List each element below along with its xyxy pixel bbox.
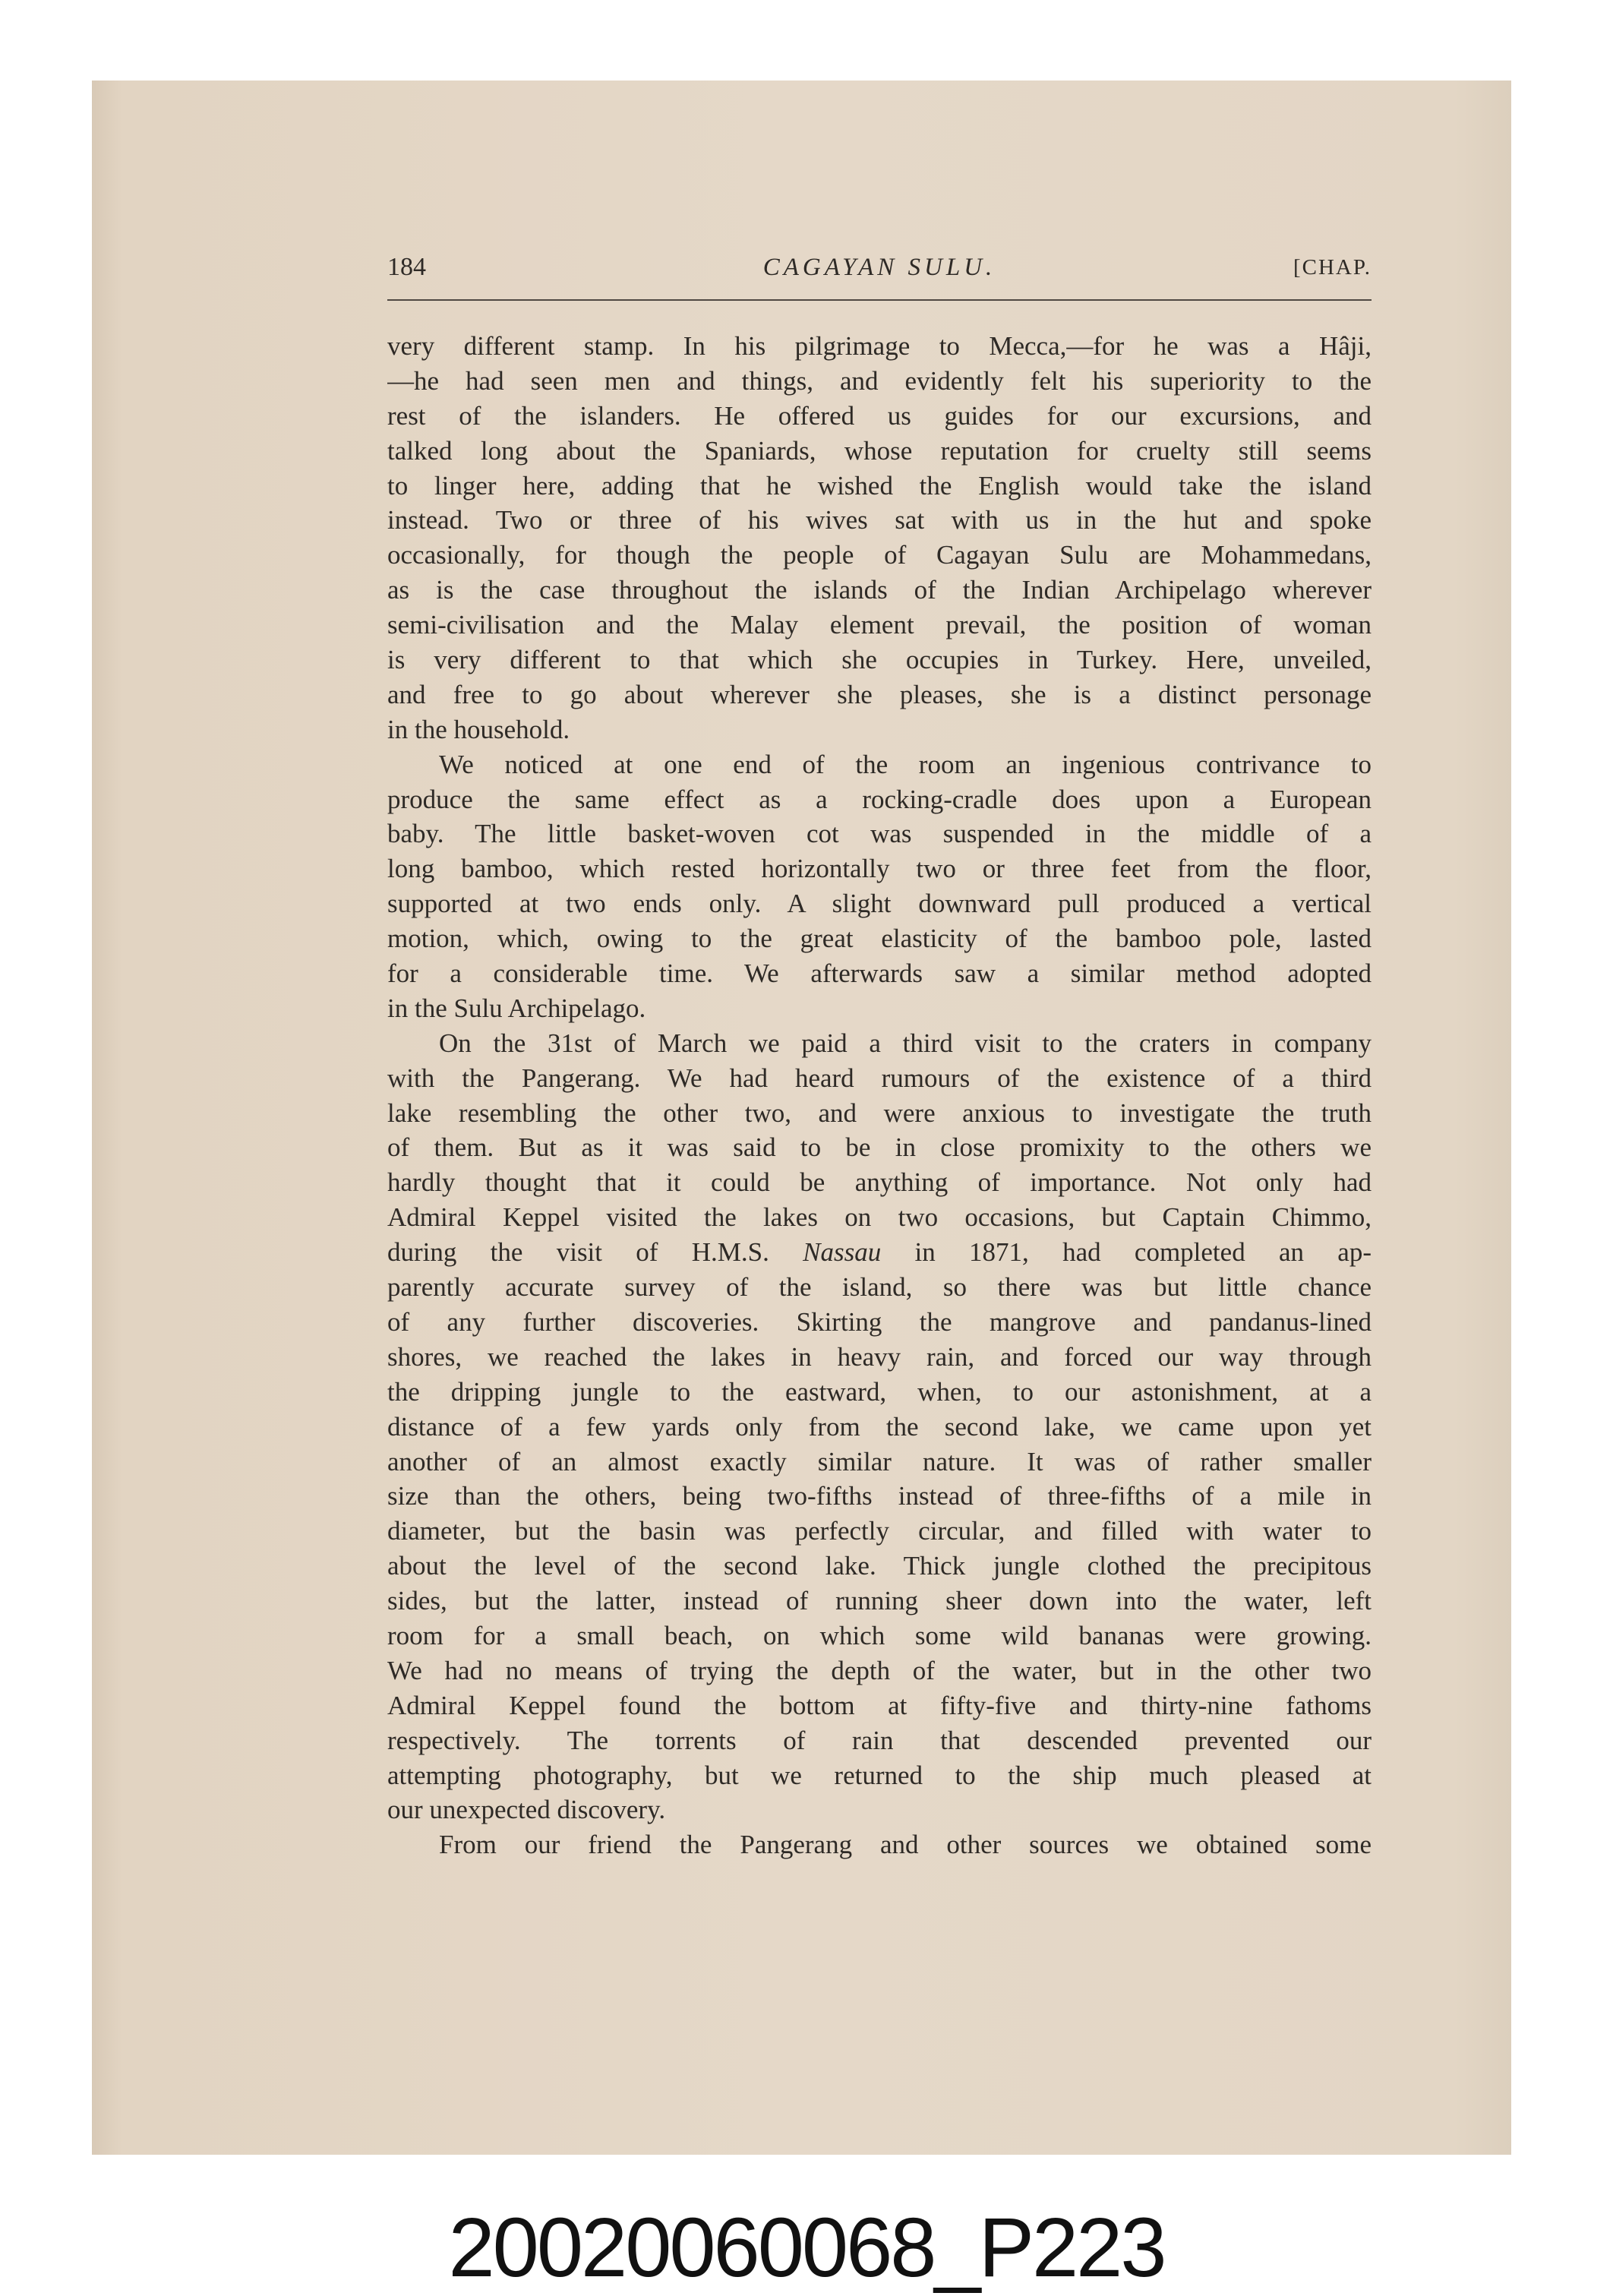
text-line: respectively. The torrents of rain that descended prevented our [387, 1725, 1372, 1755]
paragraph [387, 747, 1372, 1026]
text-line: parently accurate survey of the island, so there was but little chance [387, 1272, 1372, 1303]
text-line: We noticed at one end of the room an ingenious contrivance to [439, 749, 1372, 779]
text-line: distance of a few yards only from the second lake, we came upon yet [387, 1411, 1372, 1442]
text-line: semi-civilisation and the Malay element prevail, the position of woman [387, 610, 1372, 640]
text-line: our unexpected discovery. [387, 1795, 666, 1825]
text-line: as is the case throughout the islands of the Indian Archipelago wherever [387, 575, 1372, 605]
header-rule [387, 299, 1372, 301]
text-line: sides, but the latter, instead of running sheer down into the water, left [387, 1586, 1372, 1616]
text-line: attempting photography, but we returned to the ship much pleased at [387, 1760, 1372, 1790]
text-line: instead. Two or three of his wives sat with us in the hut and spoke [387, 505, 1372, 535]
ship-name: Nassau [803, 1237, 882, 1268]
text-line: rest of the islanders. He offered us guides for our excursions, and [387, 400, 1372, 431]
text-line: motion, which, owing to the great elasticity of the bamboo pole, lasted [387, 924, 1372, 954]
text-line: with the Pangerang. We had heard rumours of the existence of a third [387, 1063, 1372, 1093]
text-line: to linger here, adding that he wished the English would take the island [387, 470, 1372, 501]
text-line: We had no means of trying the depth of the water, but in the other two [387, 1655, 1372, 1685]
text-line [387, 1235, 1372, 1270]
text-line: long bamboo, which rested horizontally two or three feet from the floor, [387, 854, 1372, 884]
text-line: the dripping jungle to the eastward, when, to our astonishment, at a [387, 1376, 1372, 1407]
text-line: supported at two ends only. A slight downward pull produced a vertical [387, 889, 1372, 919]
text-line: another of an almost exactly similar nature. It was of rather smaller [387, 1446, 1372, 1476]
text-line: of them. But as it was said to be in close promixity to the others we [387, 1132, 1372, 1163]
text-line: and free to go about wherever she pleases, she is a distinct personage [387, 679, 1372, 709]
text-line: for a considerable time. We afterwards saw a similar method adopted [387, 959, 1372, 989]
paragraph [387, 329, 1372, 747]
text-line: Admiral Keppel found the bottom at fifty-five and thirty-nine fathoms [387, 1690, 1372, 1720]
text-line: From our friend the Pangerang and other sources we obtained some [439, 1830, 1372, 1860]
text-line: hardly thought that it could be anything of importance. Not only had [387, 1167, 1372, 1198]
page-number: 184 [387, 253, 426, 281]
text-line: in the Sulu Archipelago. [387, 993, 646, 1023]
text-line: lake resembling the other two, and were anxious to investigate the truth [387, 1097, 1372, 1128]
image-identifier: 20020060068_P223 [448, 2201, 1165, 2294]
paragraph [387, 1827, 1372, 1862]
text-segment: in 1871, had completed an ap- [881, 1237, 1372, 1268]
text-line: On the 31st of March we paid a third visit to the craters in company [439, 1028, 1372, 1058]
text-line: is very different to that which she occupies in Turkey. Here, unveiled, [387, 645, 1372, 675]
text-line: about the level of the second lake. Thick jungle clothed the precipitous [387, 1551, 1372, 1581]
chapter-marker: [CHAP. [1293, 255, 1372, 279]
paragraph [387, 1026, 1372, 1827]
text-line: shores, we reached the lakes in heavy rain, and forced our way through [387, 1341, 1372, 1372]
text-segment: during the visit of H.M.S. [387, 1237, 803, 1268]
text-line: of any further discoveries. Skirting the mangrove and pandanus-lined [387, 1306, 1372, 1337]
text-line: Admiral Keppel visited the lakes on two occasions, but Captain Chimmo, [387, 1202, 1372, 1233]
text-line: very different stamp. In his pilgrimage to Mecca,—for he was a Hâji, [387, 331, 1372, 361]
text-line: occasionally, for though the people of Cagayan Sulu are Mohammedans, [387, 540, 1372, 570]
running-header [387, 251, 1372, 284]
text-line: talked long about the Spaniards, whose reputation for cruelty still seems [387, 435, 1372, 466]
text-line: room for a small beach, on which some wild bananas were growing. [387, 1620, 1372, 1650]
text-line: diameter, but the basin was perfectly circular, and filled with water to [387, 1516, 1372, 1546]
text-line: —he had seen men and things, and evidently felt his superiority to the [387, 365, 1372, 396]
text-line: produce the same effect as a rocking-cradle does upon a European [387, 784, 1372, 814]
text-line: size than the others, being two-fifths instead of three-fifths of a mile in [387, 1481, 1372, 1511]
body-text [387, 329, 1372, 1862]
text-line: in the household. [387, 714, 570, 744]
running-title: CAGAYAN SULU. [762, 254, 996, 281]
text-line: baby. The little basket-woven cot was suspended in the middle of a [387, 819, 1372, 849]
